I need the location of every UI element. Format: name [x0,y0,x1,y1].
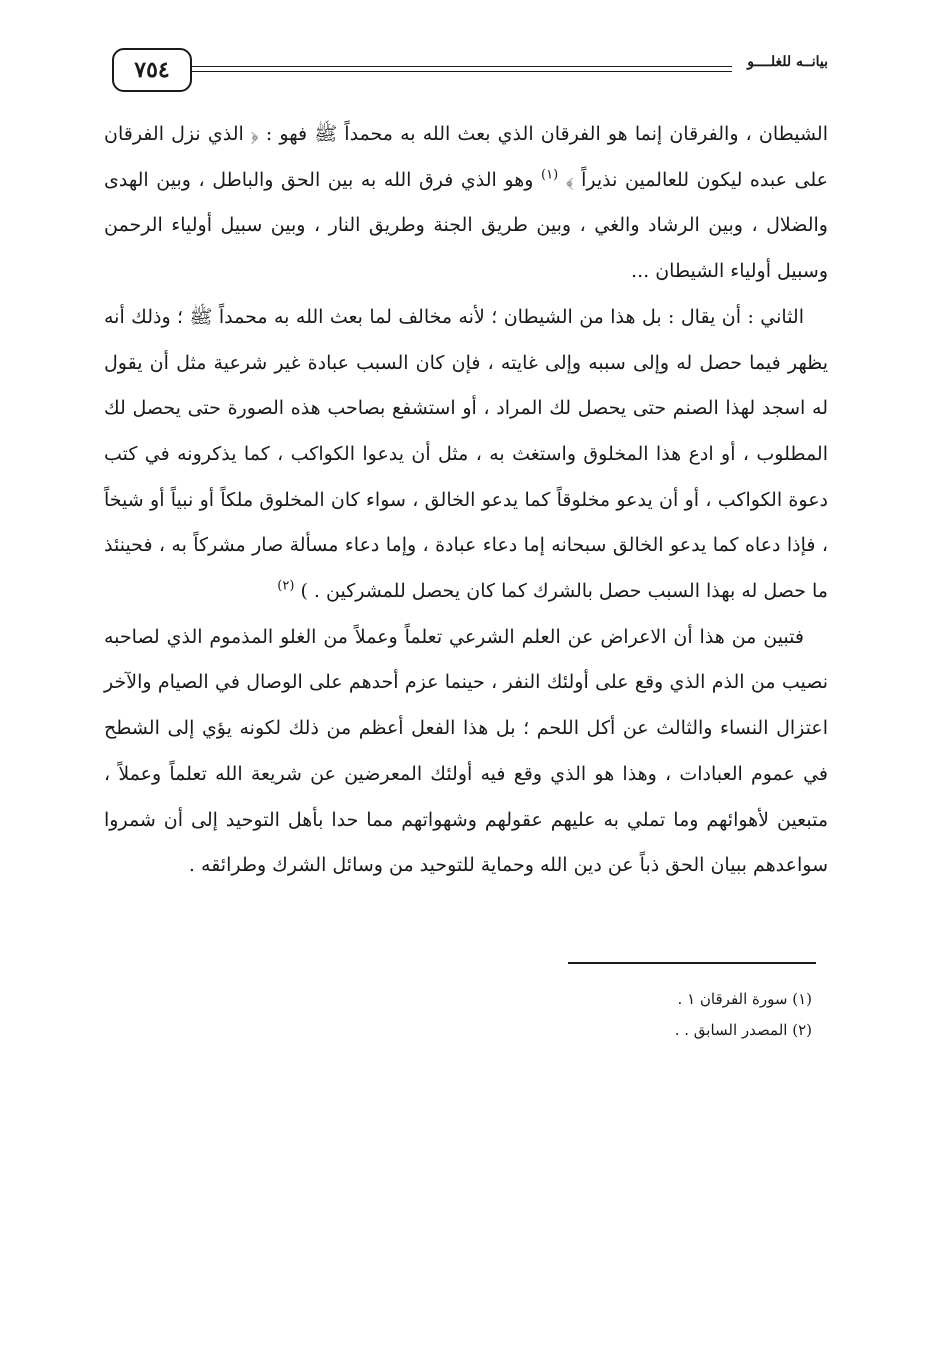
paragraph-text: الثاني : أن يقال : بل هذا من الشيطان ؛ لأنه مخالف لما بعث الله به محمداً ﷺ ؛ وذلك أنه يظهر فيما حصل له وإلى سببه وإلى غايته ، فإن كان السبب عبادة غير شرعية مثل أن يقول له اسجد لهذا الصنم حتى يحصل لك المراد ، أو استشفع بصاحب هذه الصورة حتى يحصل لك المطلوب ، أو ادع هذا المخلوق واستغث به ، مثل أن يدعوا الكواكب ، كما يذكرونه في كتب دعوة الكواكب ، أو أن يدعو مخلوقاً كما يدعو الخالق ، سواء كان المخلوق ملكاً أو نبياً أو شيخاً ، فإذا دعاه كما يدعو الخالق سبحانه إما دعاء عبادة ، وإما دعاء مسألة صار مشركاً به ، فحينئذ ما حصل له بهذا السبب حصل بالشرك كما كان يحصل للمشركين . ) [104,305,829,603]
main-text [104,112,828,889]
header-rule [192,66,732,67]
page-header [112,48,828,94]
footnote-2: (٢) المصدر السابق . . [674,1021,812,1039]
page-number: ٧٥٤ [112,48,192,92]
paragraph-2 [104,295,828,615]
paragraph-text: فتبين من هذا أن الاعراض عن العلم الشرعي تعلماً وعملاً من الغلو المذموم الذي لصاحبه نصيب من الذم الذي وقع على أولئك النفر ، حينما عزم أحدهم على الوصال في الصيام والآخر اعتزال النساء والثالث عن أكل اللحم ؛ بل هذا الفعل أعظم من ذلك لكونه يؤي إلى الشطح في عموم العبادات ، وهذا هو الذي وقع فيه أولئك المعرضين عن شريعة الله تعلماً وعملاً ، متبعين لأهوائهم وما تملي به عليهم عقولهم وشهواتهم مما حدا بأهل التوحيد إلى أن شمروا سواعدهم ببيان الحق ذباً عن دين الله وحماية للتوحيد من وسائل الشرك وطرائقه . [104,625,828,877]
paragraph-text: الشيطان ، والفرقان إنما هو الفرقان الذي بعث الله به محمداً ﷺ فهو : ﴿ الذي نزل الفرقان على عبده ليكون للعالمين نذيراً ﴾ [104,123,828,191]
footnote-ref-2: (٢) [277,578,295,594]
footnotes [675,984,812,1046]
footnote-1: (١) سورة الفرقان ١ . [677,990,812,1008]
paragraph-1 [104,112,828,295]
footnote-ref-1: (١) [541,167,559,183]
paragraph-text-continued: وهو الذي فرق الله به بين الحق والباطل ، وبين الهدى والضلال ، وبين الرشاد والغي ، وبين طريق الجنة وطريق النار ، وبين سبيل أولياء الرحمن وسبيل أولياء الشيطان ... [104,168,828,283]
footnote-separator [568,962,816,964]
header-rule-double [192,71,732,72]
running-title: بيانــه للغلــــو [747,54,828,70]
paragraph-3 [104,615,828,889]
